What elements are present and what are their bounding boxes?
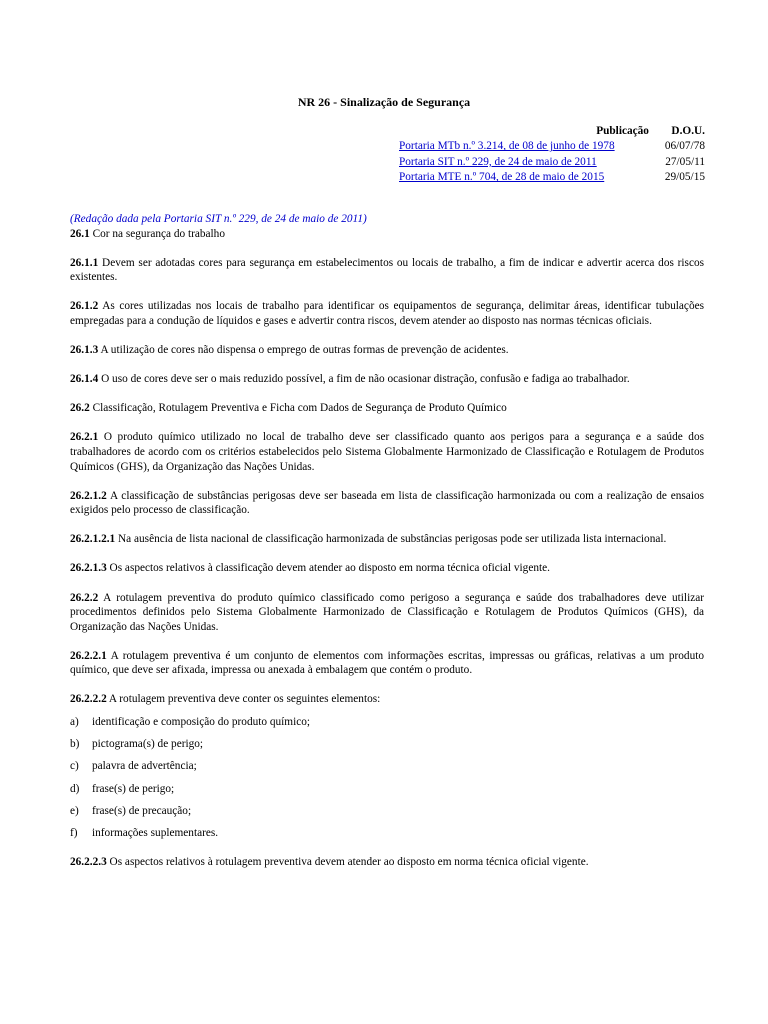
clause-number: 26.1.1 xyxy=(70,256,99,269)
dou-date: 27/05/11 xyxy=(665,155,705,168)
clause-number: 26.2.1.2 xyxy=(70,489,107,502)
clause-number: 26.2.2.3 xyxy=(70,856,107,869)
list-text: identificação e composição do produto químico; xyxy=(92,715,311,728)
clause-number: 26.2.2.1 xyxy=(70,649,107,662)
publication-row xyxy=(399,154,705,170)
list-marker: c) xyxy=(70,760,79,773)
portaria-link[interactable]: Portaria SIT n.º 229, de 24 de maio de 2011 xyxy=(399,155,597,168)
clause-text: Cor na segurança do trabalho xyxy=(92,227,225,240)
clause xyxy=(70,430,704,474)
dou-date: 29/05/15 xyxy=(664,171,705,184)
list-marker: e) xyxy=(70,804,79,817)
clause xyxy=(70,489,704,518)
list-text: frase(s) de precaução; xyxy=(92,804,192,817)
list-item xyxy=(70,715,704,730)
list-item xyxy=(70,782,704,797)
document-title: NR 26 - Sinalização de Segurança xyxy=(297,95,471,109)
list-text: pictograma(s) de perigo; xyxy=(92,738,204,751)
clause-number: 26.2.1.3 xyxy=(70,562,107,575)
clause-text: A utilização de cores não dispensa o emprego de outras formas de prevenção de acidentes. xyxy=(100,344,509,357)
clause xyxy=(70,343,704,358)
clause-text: Os aspectos relativos à rotulagem preventiva devem atender ao disposto em norma técnica oficial vigente. xyxy=(109,856,589,869)
list-text: informações suplementares. xyxy=(92,827,219,840)
clause-text: O uso de cores deve ser o mais reduzido possível, a fim de não ocasionar distração, confusão e fadiga ao trabalhador. xyxy=(101,373,630,386)
list-item xyxy=(70,737,704,752)
list-item xyxy=(70,804,704,819)
list-item xyxy=(70,826,704,841)
clause xyxy=(70,591,704,635)
list-text: palavra de advertência; xyxy=(92,760,197,773)
list-marker: d) xyxy=(70,782,80,795)
list-text: frase(s) de perigo; xyxy=(92,782,175,795)
clause-text: A classificação de substâncias perigosas deve ser baseada em lista de classificação harmonizada ou com a realização de ensaios exigidos pelo processo de classificação. xyxy=(70,489,705,517)
clause xyxy=(70,256,704,285)
clause xyxy=(70,649,704,678)
clause-number: 26.2.2 xyxy=(70,591,99,604)
clause xyxy=(70,692,704,707)
dou-date: 06/07/78 xyxy=(664,140,705,153)
header-dou: D.O.U. xyxy=(671,124,705,137)
clause xyxy=(70,227,704,242)
publication-table-header xyxy=(399,123,705,139)
portaria-link[interactable]: Portaria MTb n.º 3.214, de 08 de junho de 1978 xyxy=(399,140,615,153)
clause-number: 26.1 xyxy=(70,227,90,240)
clause-number: 26.1.3 xyxy=(70,344,99,357)
clause-text: A rotulagem preventiva do produto químico classificado como perigoso a segurança e saúde dos trabalhadores deve utilizar procedimentos definidos pelo Sistema Globalmente Harmonizado de Classificação e Rotulagem de Produtos Químicos (GHS), da Organização das Nações Unidas. xyxy=(70,591,705,633)
clause-text: Classificação, Rotulagem Preventiva e Ficha com Dados de Segurança de Produto Químico xyxy=(92,402,507,415)
list-marker: a) xyxy=(70,715,79,728)
document-body xyxy=(70,212,704,870)
clause-text: A rotulagem preventiva é um conjunto de elementos com informações escritas, impressas ou gráficas, relativas a um produto químico, que deve ser afixada, impressa ou anexada à embalagem que contém o produto. xyxy=(70,649,705,677)
clause-text: Devem ser adotadas cores para segurança em estabelecimentos ou locais de trabalho, a fim de indicar e advertir acerca dos riscos existentes. xyxy=(70,256,704,284)
clause-text: As cores utilizadas nos locais de trabalho para identificar os equipamentos de segurança, delimitar áreas, identificar tubulações empregadas para a condução de líquidos e gases e advertir contra riscos, devem atender ao disposto nas normas técnicas oficiais. xyxy=(70,300,704,327)
header-publicacao: Publicação xyxy=(596,124,649,137)
clause-number: 26.2.1 xyxy=(70,431,99,444)
clause-text: O produto químico utilizado no local de trabalho deve ser classificado quanto aos perigos para a segurança e a saúde dos trabalhadores de acordo com os critérios estabelecidos pelo Sistema Globalmente Harmonizado de Classificação e Rotulagem de Produtos Químicos (GHS), da Organização das Nações Unidas. xyxy=(70,431,704,473)
clause-text: Na ausência de lista nacional de classificação harmonizada de substâncias perigosas pode ser utilizada lista internacional. xyxy=(118,533,667,546)
clause-text: Os aspectos relativos à classificação devem atender ao disposto em norma técnica oficial vigente. xyxy=(109,562,550,575)
list-marker: f) xyxy=(70,827,78,840)
redaction-note: (Redação dada pela Portaria SIT n.º 229, de 24 de maio de 2011) xyxy=(70,213,367,225)
clause xyxy=(70,855,704,870)
clause-number: 26.2 xyxy=(70,402,90,415)
clause-number: 26.1.4 xyxy=(70,373,99,386)
publication-table xyxy=(399,123,705,185)
clause xyxy=(70,299,704,328)
list-item xyxy=(70,759,704,774)
clause xyxy=(70,401,704,416)
clause-text: A rotulagem preventiva deve conter os seguintes elementos: xyxy=(108,693,381,706)
list-marker: b) xyxy=(70,738,80,751)
clause-number: 26.2.1.2.1 xyxy=(70,533,116,546)
publication-row xyxy=(399,170,705,186)
publication-row xyxy=(399,139,705,155)
portaria-link[interactable]: Portaria MTE n.º 704, de 28 de maio de 2015 xyxy=(399,171,605,184)
clause-number: 26.2.2.2 xyxy=(70,693,107,706)
clause xyxy=(70,532,704,547)
clause-number: 26.1.2 xyxy=(70,300,99,313)
clause xyxy=(70,561,704,576)
clause xyxy=(70,372,704,387)
